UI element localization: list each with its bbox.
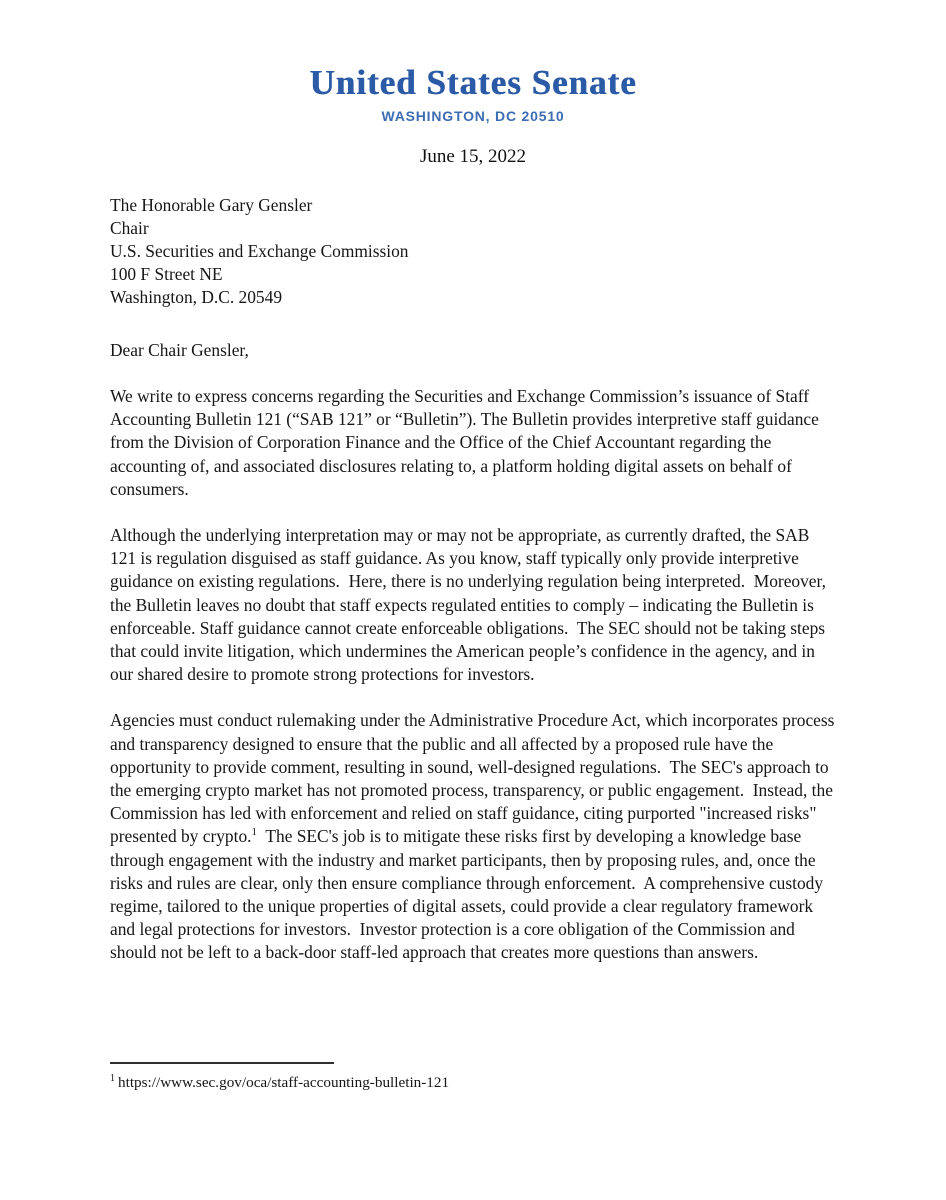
footnote-marker: 1 [110,1072,115,1084]
body-paragraph-1: We write to express concerns regarding the Securities and Exchange Commission’s issuance of Staff Accounting Bulletin 121 (“SAB 121” or “Bulletin”). The Bulletin provides interpretive staff guidance from the Division of Corporation Finance and the Office of the Chief Accountant regarding the accounting of, and associated disclosures relating to, a platform holding digital assets on behalf of consumers. [110,386,824,499]
letter-body [110,194,838,965]
footnote-divider [110,1062,334,1064]
body-paragraph-3-continued: The SEC's job is to mitigate these risks first by developing a knowledge base through engagement with the industry and market participants, then by proposing rules, and, once the risks and rules are clear, only then ensure compliance through enforcement. A comprehensive custody regime, tailored to the unique properties of digital assets, could provide a clear regulatory framework and legal protections for investors. Investor protection is a core obligation of the Commission and should not be left to a back-door staff-led approach that creates more questions than answers. [110,826,828,963]
footnote-url: https://www.sec.gov/oca/staff-accounting-bulletin-121 [118,1074,450,1091]
recipient-title: Chair [110,218,149,238]
recipient-city: Washington, D.C. 20549 [110,287,283,307]
body-paragraph-3 [110,709,838,964]
letterhead-address: WASHINGTON, DC 20510 [381,108,565,124]
recipient-street: 100 F Street NE [110,264,223,284]
recipient-organization: U.S. Securities and Exchange Commission [110,241,409,261]
salutation: Dear Chair Gensler, [110,340,249,360]
footnote [110,1073,838,1093]
recipient-block [110,194,838,309]
letter-date: June 15, 2022 [419,146,527,167]
letterhead-org-title: United States Senate [309,63,637,102]
body-paragraph-3-text: Agencies must conduct rulemaking under the Administrative Procedure Act, which incorporates process and transparency designed to ensure that the public and all affected by a proposed rule have the opportunity to provide comment, resulting in sound, well-designed regulations. The SEC's approach to the emerging crypto market has not promoted process, transparency, or public engagement. Instead, the Commission has led with enforcement and relied on staff guidance, citing purported "increased risks" presented by crypto. [110,710,839,847]
recipient-name: The Honorable Gary Gensler [110,195,313,215]
letterhead [0,0,946,124]
footnote-area [110,1062,838,1093]
body-paragraph-2: Although the underlying interpretation may or may not be appropriate, as currently drafted, the SAB 121 is regulation disguised as staff guidance. As you know, staff typically only provide interpretive guidance on existing regulations. Here, there is no underlying regulation being interpreted. Moreover, the Bulletin leaves no doubt that staff expects regulated entities to comply – indicating the Bulletin is enforceable. Staff guidance cannot create enforceable obligations. The SEC should not be taking steps that could invite litigation, which undermines the American people’s confidence in the agency, and in our shared desire to promote strong protections for investors. [110,525,831,685]
footnote-reference: 1 [251,826,257,839]
